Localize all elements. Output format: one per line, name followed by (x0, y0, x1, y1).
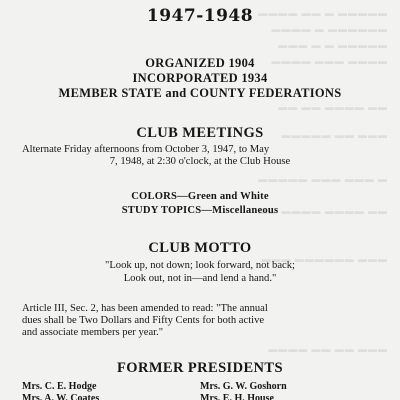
show-through-text: ▬▬▬ ▬▬▬▬▬▬ ▬▬▬ (261, 254, 388, 264)
president-name: Mrs. C. E. Hodge (22, 381, 97, 392)
show-through-text: ▬▬▬▬▬ ▬▬▬ ▬▬▬ ▬ (258, 174, 388, 184)
year-range-heading: 1947-1948 (146, 6, 254, 26)
show-through-text: ▬▬▬▬ ▬ ▬▬▬▬▬▬ (271, 24, 388, 34)
club-motto-heading: CLUB MOTTO (148, 240, 252, 256)
club-meetings-heading: CLUB MEETINGS (136, 125, 264, 141)
show-through-text: ▬▬▬▬ ▬▬▬ ▬▬▬▬ (271, 56, 388, 66)
federations-line: MEMBER STATE and COUNTY FEDERATIONS (58, 86, 342, 100)
organized-line: ORGANIZED 1904 (145, 56, 255, 70)
former-presidents-heading: FORMER PRESIDENTS (117, 360, 283, 376)
colors-line: COLORS—Green and White (131, 191, 269, 202)
show-through-text: ▬▬▬▬ ▬▬ ▬ ▬▬▬▬▬ (258, 8, 388, 18)
show-through-text: ▬▬ ▬▬ ▬▬▬▬ ▬▬ (278, 102, 388, 112)
president-name: Mrs. E. H. House (200, 393, 274, 400)
incorporated-line: INCORPORATED 1934 (132, 71, 268, 85)
show-through-text: ▬▬ ▬▬▬▬ ▬▬▬▬ ▬▬ (258, 206, 388, 216)
study-topics-line: STUDY TOPICS—Miscellaneous (121, 205, 279, 216)
article-line-1: Article III, Sec. 2, has been amended to read: "The annual (22, 303, 268, 314)
meetings-line-2: 7, 1948, at 2:30 o'clock, at the Club House (109, 156, 291, 167)
article-line-2: dues shall be Two Dollars and Fifty Cents for both active (22, 315, 265, 326)
motto-line-2: Look out, not in—and lend a hand." (123, 273, 277, 284)
motto-line-1: "Look up, not down; look forward, not back; (105, 260, 295, 271)
article-line-3: and associate members per year." (22, 327, 164, 338)
president-name: Mrs. G. W. Goshorn (200, 381, 287, 392)
president-name: Mrs. A. W. Coates (22, 393, 100, 400)
show-through-text: ▬▬▬ ▬ ▬ ▬▬▬▬▬ (278, 40, 388, 50)
meetings-line-1: Alternate Friday afternoons from October 3, 1947, to May (22, 144, 270, 155)
show-through-text: ▬▬▬▬ ▬▬ ▬▬ ▬▬▬ (268, 344, 388, 354)
show-through-text: ▬▬▬▬▬ ▬▬ ▬▬▬ (281, 130, 388, 140)
